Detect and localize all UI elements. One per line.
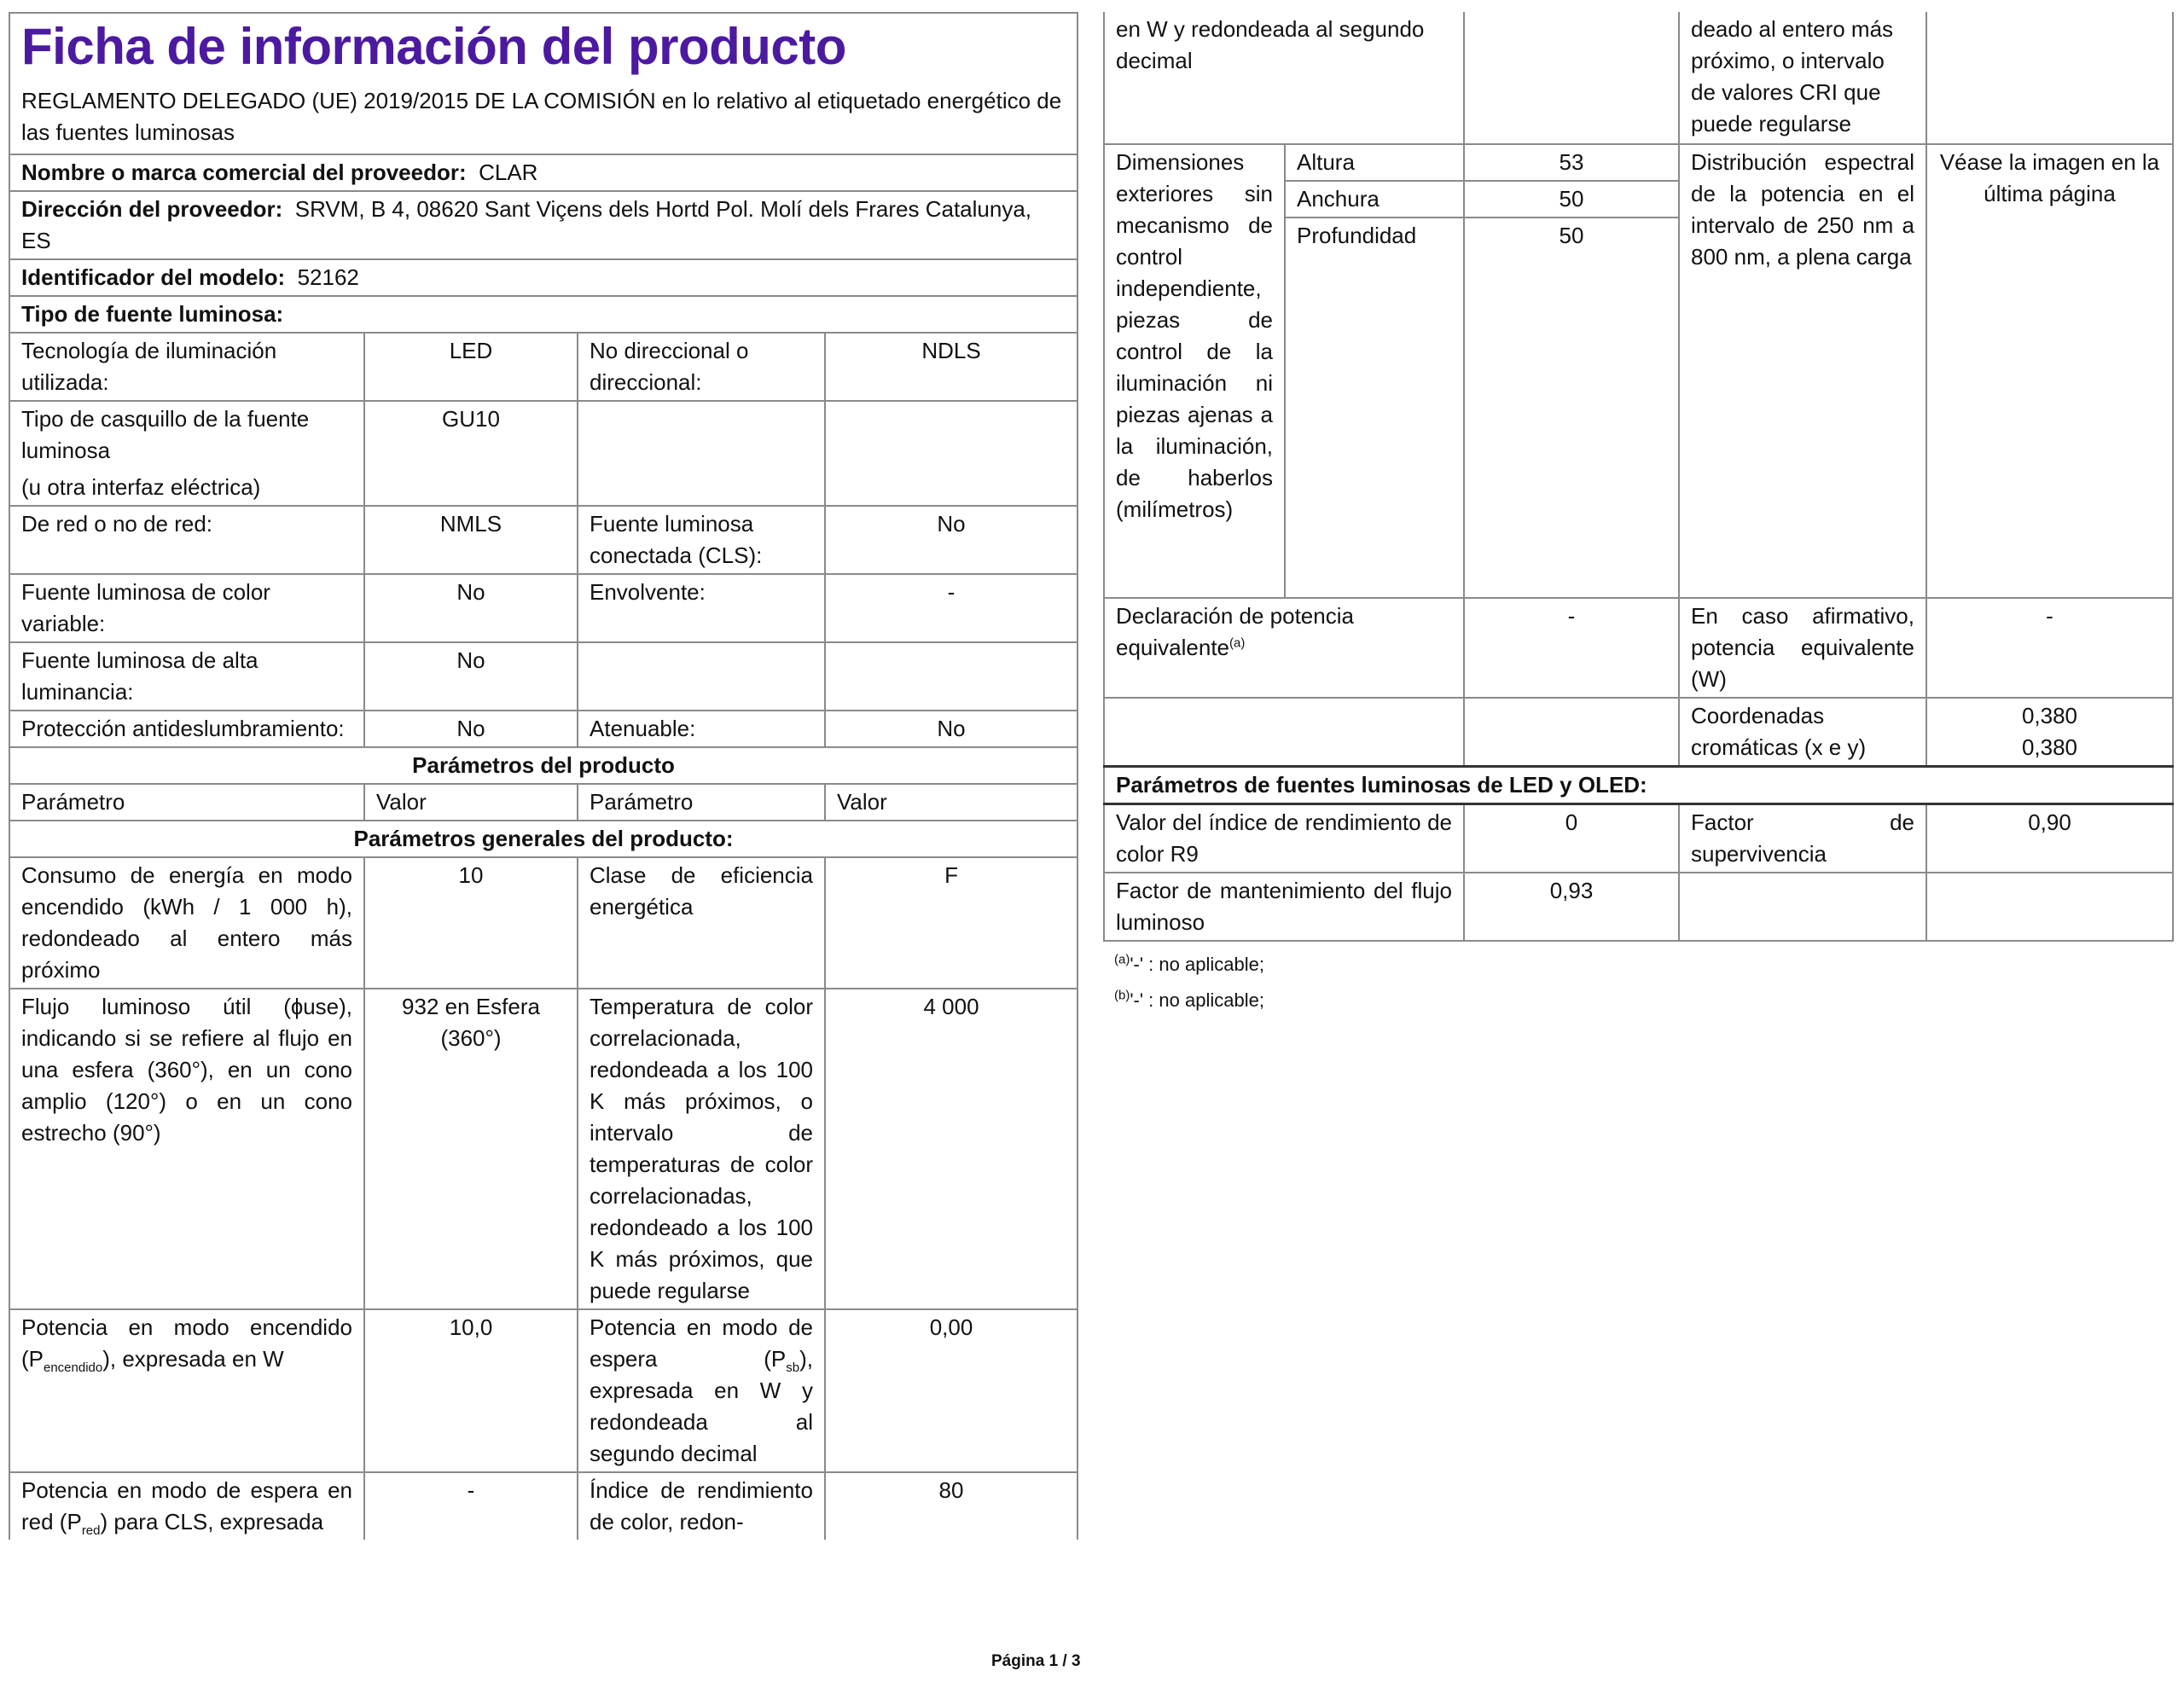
footnote bbox=[1103, 983, 2172, 1018]
dimension-name: Anchura bbox=[1285, 181, 1464, 218]
param-label: Fuente luminosa de alta luminancia: bbox=[9, 642, 364, 711]
param-value bbox=[1926, 12, 2173, 144]
led-header-row bbox=[1104, 767, 2173, 804]
param-value: No bbox=[364, 711, 578, 747]
model-id-value: 52162 bbox=[297, 264, 359, 290]
param-label: en W y redondeada al segundo decimal bbox=[1104, 12, 1464, 144]
product-params-header: Parámetros del producto bbox=[9, 747, 1077, 784]
param-label: Fuente luminosa conectada (CLS): bbox=[578, 506, 825, 574]
empty-cell bbox=[1104, 698, 1464, 767]
header-row bbox=[9, 13, 1077, 154]
regulation-text: REGLAMENTO DELEGADO (UE) 2019/2015 DE LA COMISIÓN en lo relativo al etiquetado energético de las fuentes luminosas bbox=[21, 88, 1062, 145]
param-label: No direccional o direccional: bbox=[578, 333, 825, 401]
param-value: GU10 bbox=[364, 401, 578, 506]
table-row bbox=[1104, 698, 2173, 767]
power-on-subscript: encendido bbox=[44, 1360, 103, 1376]
param-value: - bbox=[1464, 598, 1679, 698]
table-row bbox=[1104, 873, 2173, 941]
footnote-ref: (a) bbox=[1229, 635, 1246, 651]
footnotes bbox=[1103, 947, 2172, 1018]
header-cell bbox=[9, 13, 1077, 154]
page-title: Ficha de información del producto bbox=[21, 18, 846, 75]
param-value: 80 bbox=[825, 1472, 1077, 1540]
supplier-name-value: CLAR bbox=[479, 160, 538, 185]
param-label: deado al entero más próximo, o intervalo de valores CRI que puede regularse bbox=[1679, 12, 1926, 144]
column-header-row bbox=[9, 784, 1077, 821]
equivalent-power-text: Declaración de potencia equivalente bbox=[1116, 603, 1354, 660]
dimension-value: 50 bbox=[1464, 218, 1679, 598]
footnote-mark: (a) bbox=[1114, 952, 1130, 967]
param-label bbox=[9, 1309, 364, 1472]
dimension-value: 50 bbox=[1464, 181, 1679, 218]
param-label bbox=[578, 1309, 825, 1472]
spectral-label: Distribución espectral de la potencia en el intervalo de 250 nm a 800 nm, a plena carga bbox=[1679, 144, 1926, 598]
param-value: No bbox=[364, 642, 578, 711]
spectral-value: Véase la imagen en la última página bbox=[1926, 144, 2173, 598]
chromaticity-label: Coordenadas cromáticas (x e y) bbox=[1679, 698, 1926, 767]
supplier-name-cell bbox=[9, 154, 1077, 191]
param-value: No bbox=[825, 506, 1077, 574]
table-row bbox=[9, 711, 1077, 747]
supplier-address-cell bbox=[9, 191, 1077, 259]
param-label bbox=[9, 1472, 364, 1540]
standby-power-label-end: ), expresada en W y redondeada al segundo decimal bbox=[590, 1346, 813, 1466]
footnote-mark: (b) bbox=[1114, 988, 1130, 1003]
table-row bbox=[9, 574, 1077, 642]
param-label: Clase de eficiencia energética bbox=[578, 857, 825, 989]
param-label: Factor de supervivencia bbox=[1679, 804, 1926, 873]
param-label: En caso afirmativo, potencia equivalente (W) bbox=[1679, 598, 1926, 698]
param-value bbox=[825, 401, 1077, 506]
param-value bbox=[825, 642, 1077, 711]
supplier-address-label: Dirección del proveedor: bbox=[21, 196, 283, 222]
table-row bbox=[9, 1472, 1077, 1540]
param-label: Consumo de energía en modo encendido (kWh / 1 000 h), redondeado al entero más próximo bbox=[9, 857, 364, 989]
dimension-value: 53 bbox=[1464, 144, 1679, 181]
param-value: NMLS bbox=[364, 506, 578, 574]
supplier-name-label: Nombre o marca comercial del proveedor: bbox=[21, 160, 467, 185]
param-label: Índice de rendimiento de color, redon- bbox=[578, 1472, 825, 1540]
param-label bbox=[578, 642, 825, 711]
param-value: - bbox=[364, 1472, 578, 1540]
net-standby-label: Potencia en modo de espera en red (P bbox=[21, 1477, 352, 1534]
empty-cell bbox=[1464, 698, 1679, 767]
table-row bbox=[9, 506, 1077, 574]
right-column bbox=[1103, 12, 2172, 1018]
model-id-cell bbox=[9, 259, 1077, 296]
param-label: Atenuable: bbox=[578, 711, 825, 747]
cap-type-label: Tipo de casquillo de la fuente luminosa bbox=[21, 406, 310, 463]
standby-power-label: Potencia en modo de espera (P bbox=[590, 1314, 813, 1372]
param-label: Fuente luminosa de color variable: bbox=[9, 574, 364, 642]
param-value: 4 000 bbox=[825, 989, 1077, 1309]
source-type-label: Tipo de fuente luminosa: bbox=[9, 296, 1077, 333]
net-standby-label-end: ) para CLS, expresada bbox=[100, 1509, 324, 1534]
chromaticity-y: 0,380 bbox=[2021, 734, 2078, 760]
param-label: Protección antideslumbramiento: bbox=[9, 711, 364, 747]
table-row bbox=[9, 1309, 1077, 1472]
table-row bbox=[9, 642, 1077, 711]
param-label: Temperatura de color correlacionada, redondeada a los 100 K más próximos, o intervalo de temperaturas de color correlacionadas, redondeado a los 100 K más próximos, que puede regularse bbox=[578, 989, 825, 1309]
dimensions-label: Dimensiones exteriores sin mecanismo de control independiente, piezas de control de la iluminación ni piezas ajenas a la iluminación, de haberlos (milímetros) bbox=[1104, 144, 1285, 598]
net-standby-subscript: red bbox=[81, 1523, 101, 1539]
power-on-label-end: ), expresada en W bbox=[102, 1346, 284, 1372]
column-header-param: Parámetro bbox=[578, 784, 825, 821]
equivalent-power-label bbox=[1104, 598, 1464, 698]
product-info-table-continued bbox=[1103, 12, 2174, 942]
cap-type-note: (u otra interfaz eléctrica) bbox=[21, 474, 261, 500]
table-row bbox=[1104, 804, 2173, 873]
param-label: De red o no de red: bbox=[9, 506, 364, 574]
dimension-name: Altura bbox=[1285, 144, 1464, 181]
table-row bbox=[9, 401, 1077, 506]
param-value: 0,93 bbox=[1464, 873, 1679, 941]
table-row bbox=[9, 989, 1077, 1309]
led-params-header: Parámetros de fuentes luminosas de LED y OLED: bbox=[1104, 767, 2173, 804]
column-header-value: Valor bbox=[364, 784, 578, 821]
param-value: F bbox=[825, 857, 1077, 989]
power-on-label: Potencia en modo encendido (P bbox=[21, 1314, 352, 1372]
param-value: - bbox=[1926, 598, 2173, 698]
standby-power-subscript: sb bbox=[786, 1360, 800, 1376]
param-value: 932 en Esfera (360°) bbox=[364, 989, 578, 1309]
product-info-table bbox=[9, 12, 1078, 1540]
param-label bbox=[9, 401, 364, 506]
column-header-value: Valor bbox=[825, 784, 1077, 821]
model-id-label: Identificador del modelo: bbox=[21, 264, 286, 290]
param-label: Factor de mantenimiento del flujo luminoso bbox=[1104, 873, 1464, 941]
chromaticity-value bbox=[1926, 698, 2173, 767]
left-column bbox=[9, 12, 1077, 1540]
empty-cell bbox=[1679, 873, 1926, 941]
param-label: Envolvente: bbox=[578, 574, 825, 642]
param-label: Flujo luminoso útil (ɸuse), indicando si se refiere al flujo en una esfera (360°), en un cono amplio (120°) o en un cono estrecho (90°) bbox=[9, 989, 364, 1309]
empty-cell bbox=[1926, 873, 2173, 941]
table-row bbox=[1104, 12, 2173, 144]
param-value: NDLS bbox=[825, 333, 1077, 401]
param-value: 10,0 bbox=[364, 1309, 578, 1472]
table-row bbox=[1104, 144, 2173, 181]
param-label: Tecnología de iluminación utilizada: bbox=[9, 333, 364, 401]
column-header-param: Parámetro bbox=[9, 784, 364, 821]
param-value: 10 bbox=[364, 857, 578, 989]
param-value: LED bbox=[364, 333, 578, 401]
param-label bbox=[578, 401, 825, 506]
param-value: 0,90 bbox=[1926, 804, 2173, 873]
param-value bbox=[1464, 12, 1679, 144]
param-value: No bbox=[364, 574, 578, 642]
param-value: No bbox=[825, 711, 1077, 747]
param-value: 0 bbox=[1464, 804, 1679, 873]
general-params-header: Parámetros generales del producto: bbox=[9, 821, 1077, 857]
table-row bbox=[1104, 598, 2173, 698]
param-value: - bbox=[825, 574, 1077, 642]
chromaticity-x: 0,380 bbox=[2021, 703, 2078, 728]
footnote bbox=[1103, 947, 2172, 983]
param-label: Valor del índice de rendimiento de color R9 bbox=[1104, 804, 1464, 873]
footnote-text: '-' : no aplicable; bbox=[1130, 989, 1264, 1011]
table-row bbox=[9, 857, 1077, 989]
param-value: 0,00 bbox=[825, 1309, 1077, 1472]
supplier-address-value: SRVM, B 4, 08620 Sant Viçens dels Hortd Pol. Molí dels Frares Catalunya, ES bbox=[21, 196, 1032, 253]
page-number: Página 1 / 3 bbox=[991, 1652, 1081, 1670]
footnote-text: '-' : no aplicable; bbox=[1130, 954, 1264, 975]
table-row bbox=[9, 333, 1077, 401]
dimension-name: Profundidad bbox=[1285, 218, 1464, 598]
